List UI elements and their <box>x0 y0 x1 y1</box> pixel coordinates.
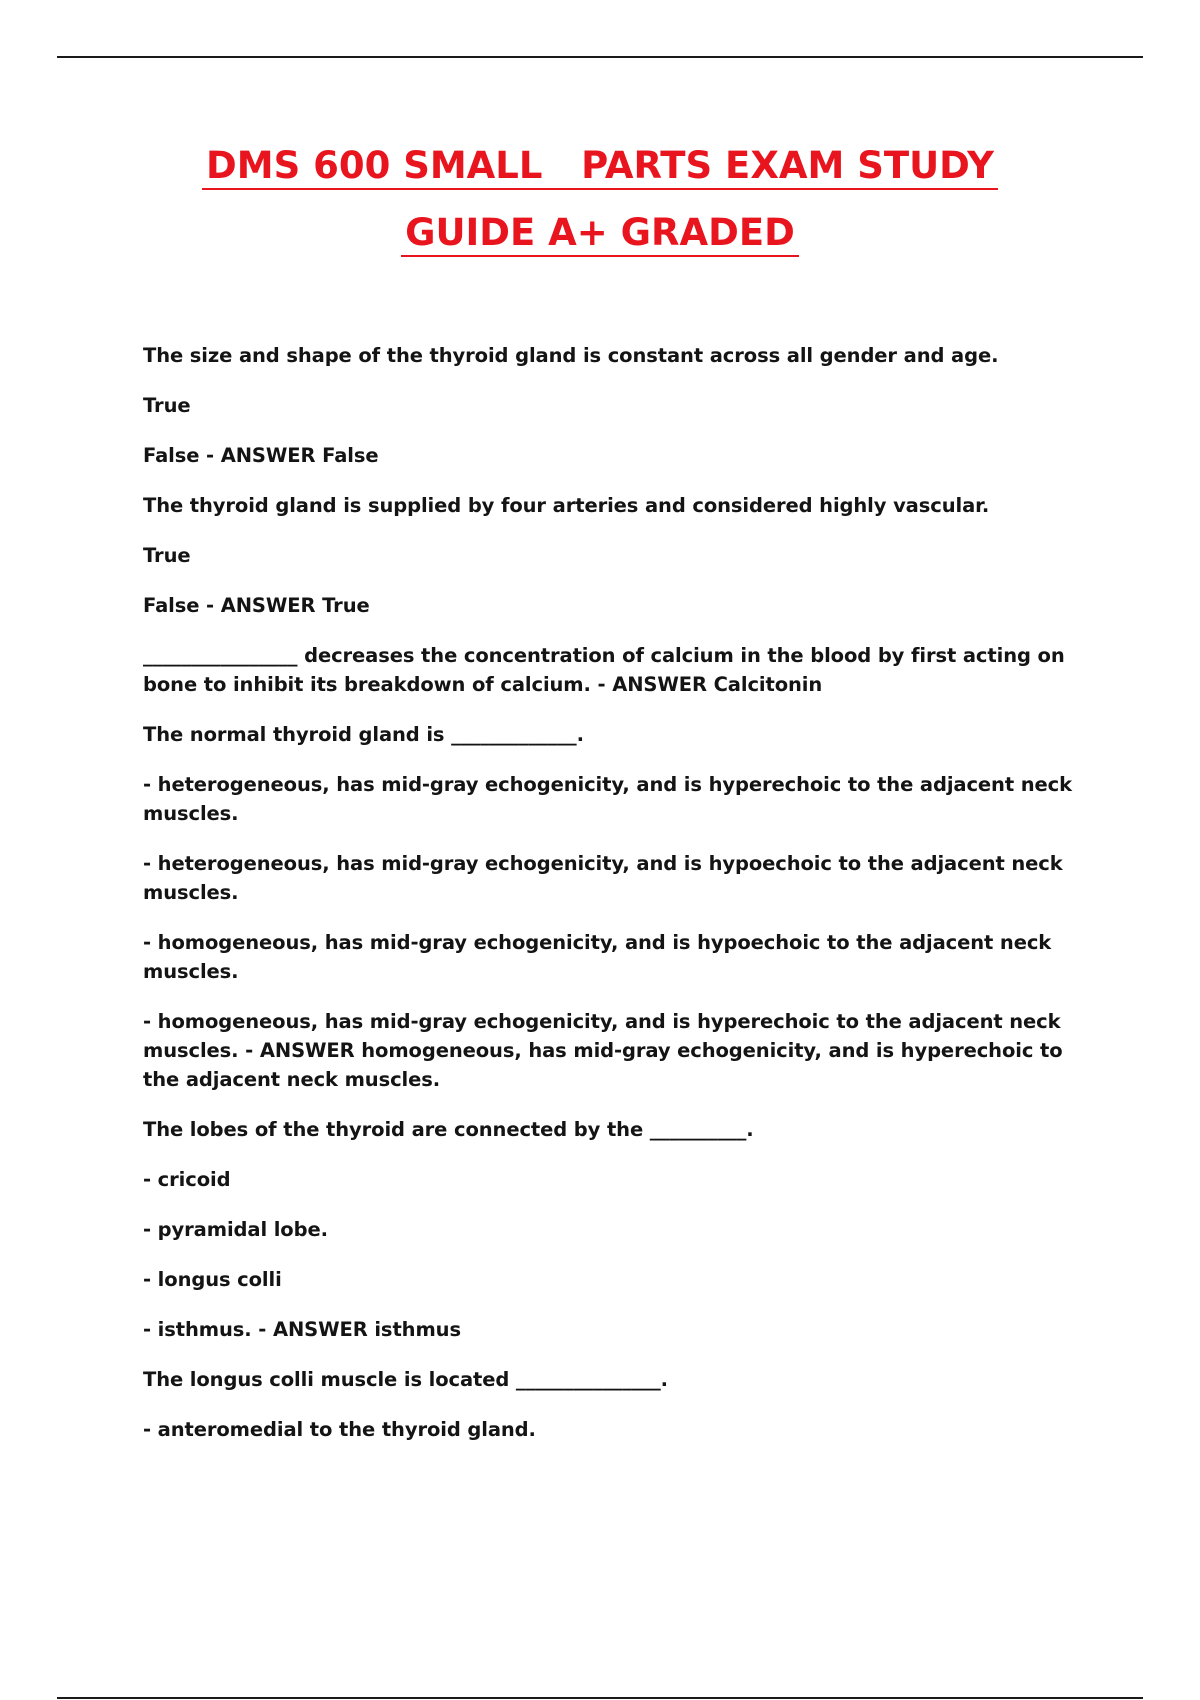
option: - heterogeneous, has mid-gray echogenicity, and is hyperechoic to the adjacent neck muscles. <box>143 773 1072 825</box>
option: - longus colli <box>143 1268 282 1291</box>
document-title <box>120 146 1080 257</box>
question-6: The longus colli muscle is located _______________. <box>143 1368 668 1391</box>
option: - pyramidal lobe. <box>143 1218 328 1241</box>
title-line-2: GUIDE A+ GRADED <box>401 213 799 257</box>
question-5: The lobes of the thyroid are connected by the __________. <box>143 1118 754 1141</box>
option-answer: - isthmus. - ANSWER isthmus <box>143 1318 461 1341</box>
question-1: The size and shape of the thyroid gland is constant across all gender and age. <box>143 344 999 367</box>
bottom-rule <box>57 1697 1143 1699</box>
option: - anteromedial to the thyroid gland. <box>143 1418 536 1441</box>
option: - cricoid <box>143 1168 231 1191</box>
title-line-1: DMS 600 SMALL PARTS EXAM STUDY <box>202 146 998 190</box>
option-true: True <box>143 394 191 417</box>
top-rule <box>57 56 1143 58</box>
option-false-answer: False - ANSWER True <box>143 594 370 617</box>
option-false-answer: False - ANSWER False <box>143 444 379 467</box>
option-true: True <box>143 544 191 567</box>
question-4: The normal thyroid gland is _____________. <box>143 723 584 746</box>
option-answer: - homogeneous, has mid-gray echogenicity, and is hyperechoic to the adjacent neck muscles. - ANSWER homogeneous, has mid-gray echogenicity, and is hyperechoic to the adjacent neck muscles. <box>143 1010 1063 1091</box>
option: - heterogeneous, has mid-gray echogenicity, and is hypoechoic to the adjacent neck muscles. <box>143 852 1063 904</box>
option: - homogeneous, has mid-gray echogenicity, and is hypoechoic to the adjacent neck muscles. <box>143 931 1052 983</box>
question-2: The thyroid gland is supplied by four arteries and considered highly vascular. <box>143 494 990 517</box>
question-3: ________________ decreases the concentration of calcium in the blood by first acting on bone to inhibit its breakdown of calcium. - ANSWER Calcitonin <box>143 644 1065 696</box>
document-body <box>143 341 1093 1465</box>
